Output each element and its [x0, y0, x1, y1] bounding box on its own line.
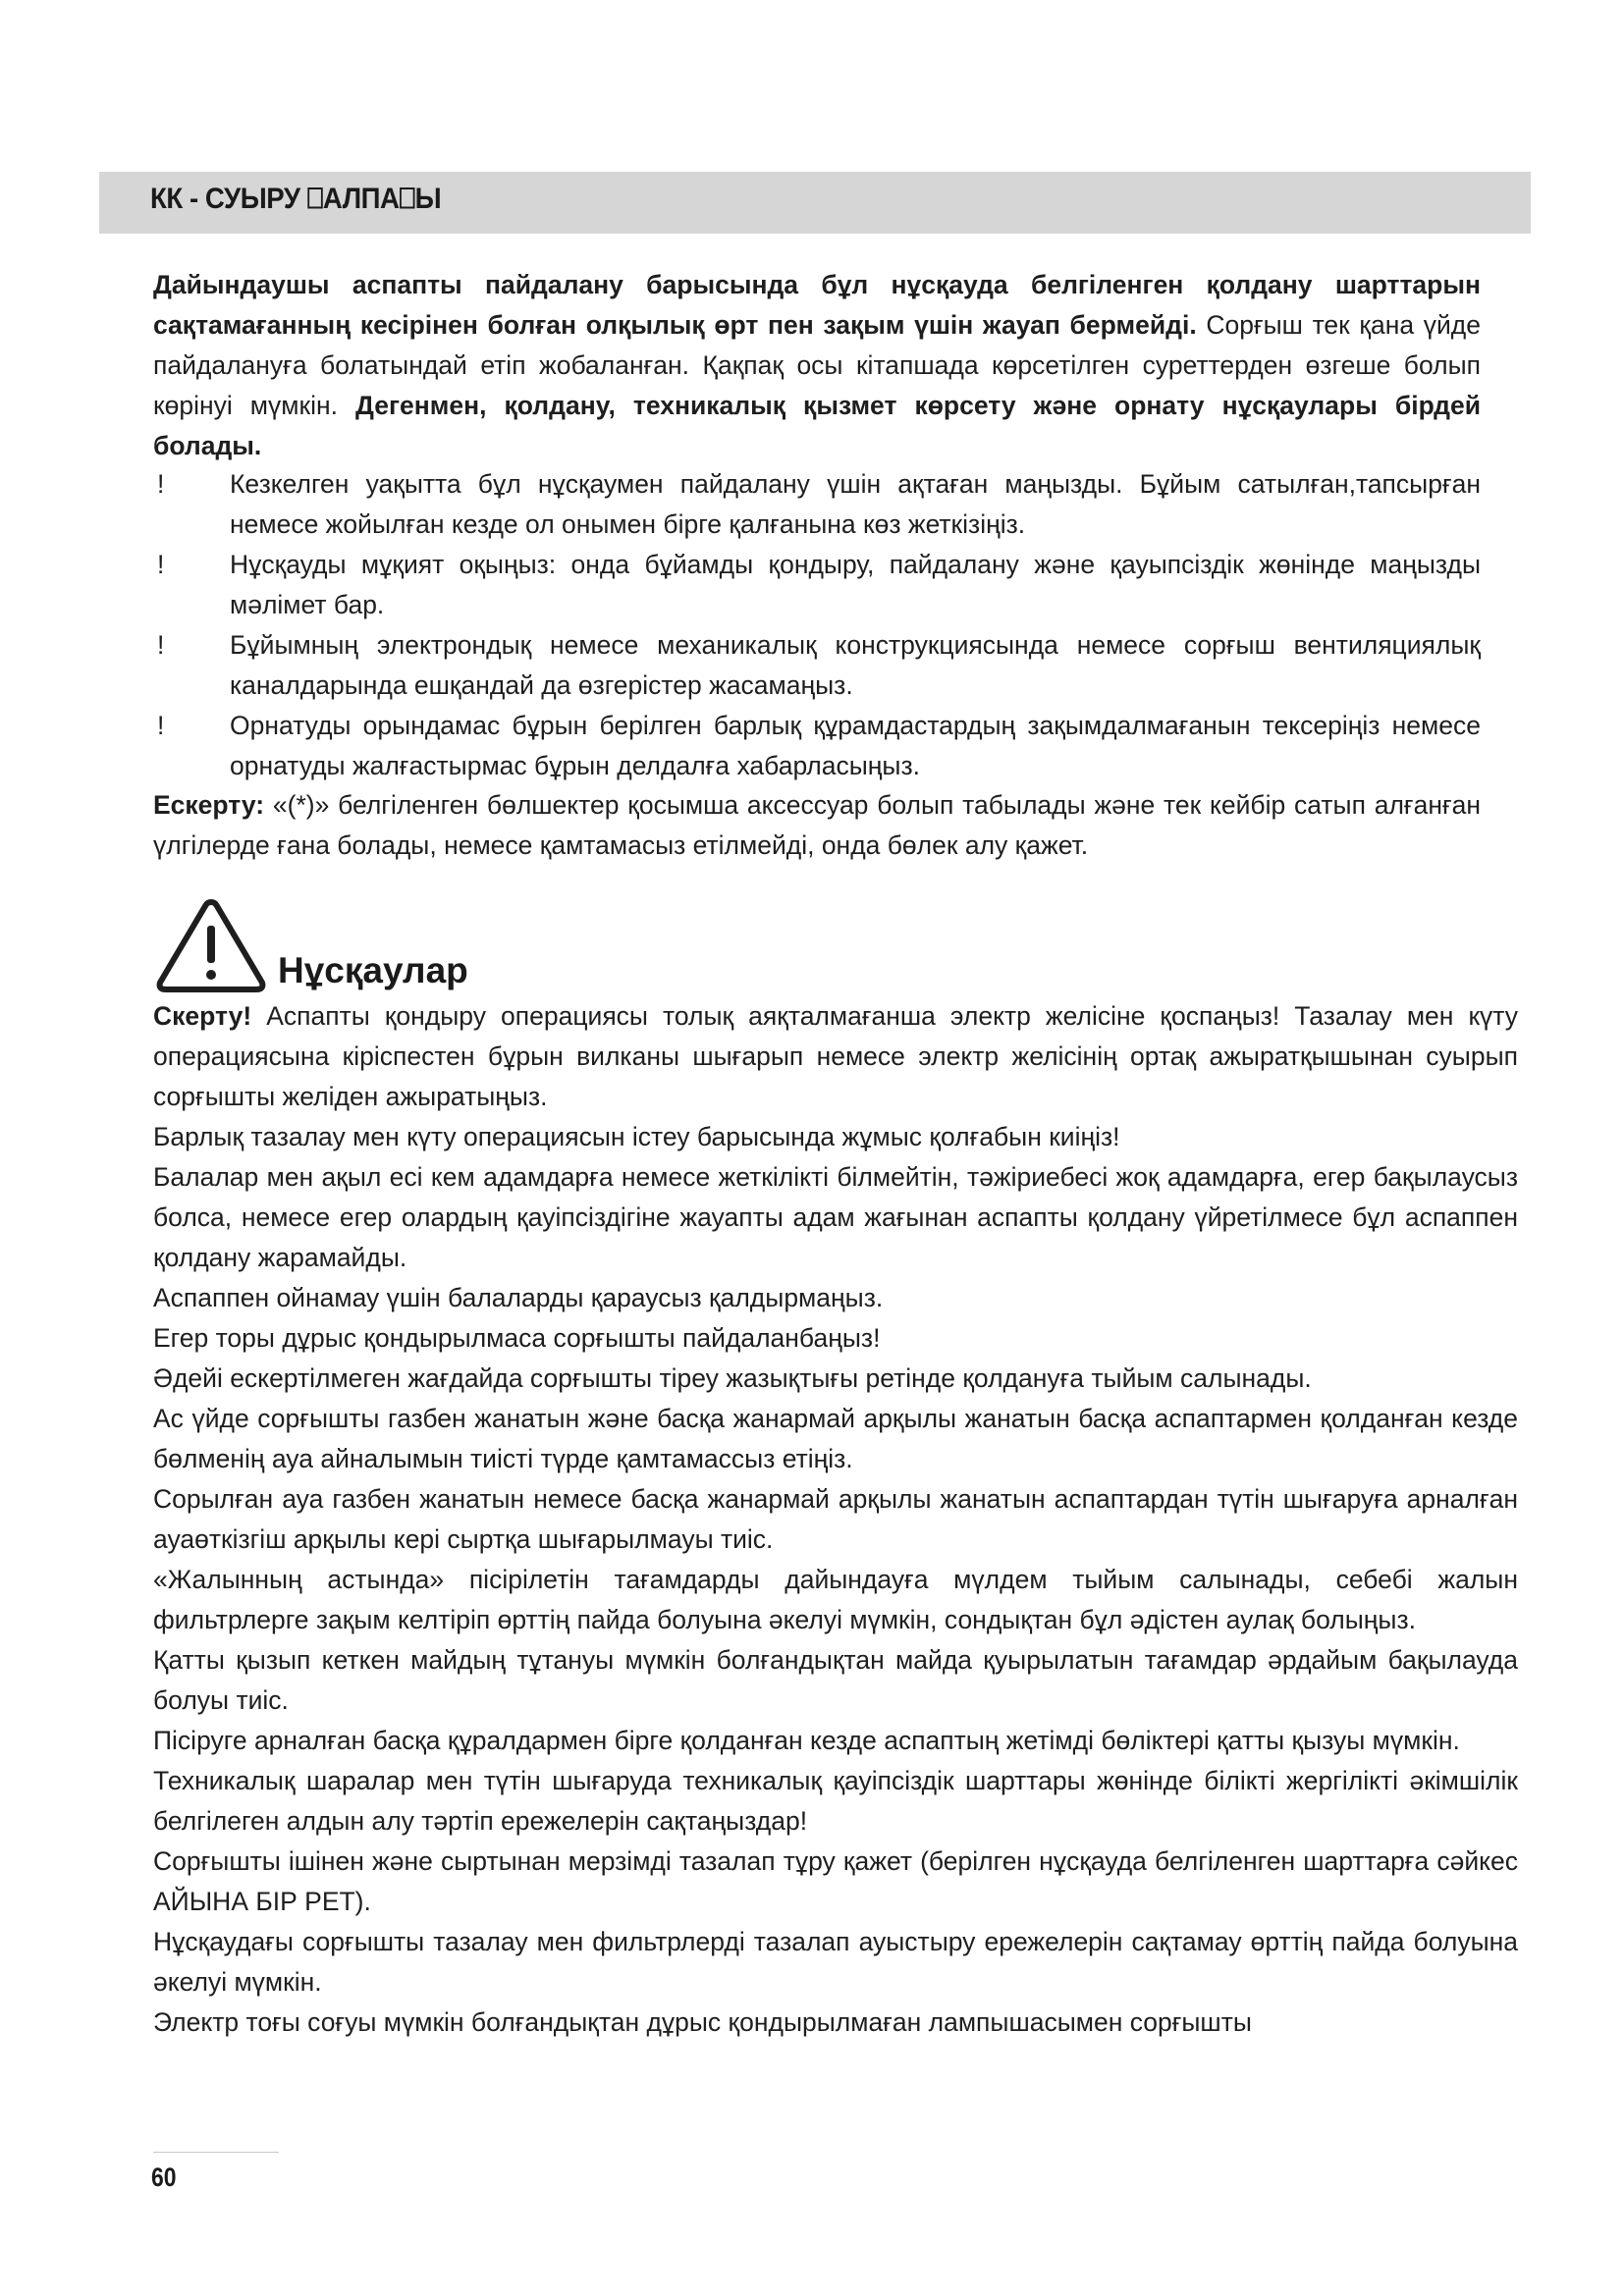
page-title: КК - СУЫРУ ⎕АЛПА⎕Ы [150, 183, 442, 215]
footer-divider [153, 2152, 279, 2153]
instruction-item: Техникалық шаралар мен түтін шығаруда техникалық қауіпсіздік шарттары жөнінде білікті жергілікті әкімшілік белгілеген алдын алу тәртіп ережелерін сақтаңыздар! [153, 1766, 1518, 1836]
section-heading: Нұсқаулар [278, 950, 468, 990]
intro-paragraph [153, 265, 1481, 466]
bullet-mark: ! [157, 711, 165, 740]
instruction-item: Пісіруге арналған басқа құралдармен бірге қолданған кезде аспаптың жетімді бөліктері қатты қызуы мүмкін. [153, 1726, 1460, 1755]
warning-text: Аспапты қондыру операциясы толық аяқталмағанша электр желісіне қоспаңыз! Тазалау мен күту операциясына кіріспестен бұрын вилканы шығарып немесе электр желісінің ортақ ажыратқышынан суырып сорғышты желіден ажыратыңыз. [153, 1001, 1518, 1111]
list-item [153, 464, 1481, 545]
bullet-text: Орнатуды орындамас бұрын берілген барлық құрамдастардың зақымдалмағанын тексеріңіз немесе орнатуды жалғастырмас бұрын делдалға хабарласыңыз. [230, 711, 1481, 780]
bullet-mark: ! [157, 469, 165, 499]
bullet-list [153, 464, 1481, 786]
page-number: 60 [151, 2163, 177, 2192]
instruction-item: Барлық тазалау мен күту операциясын істеу барысында жұмыс қолғабын киіңіз! [153, 1122, 1120, 1151]
warning-triangle-icon [154, 896, 268, 995]
instruction-first [153, 996, 1518, 1117]
instruction-item: Әдейі ескертілмеген жағдайда сорғышты тіреу жазықтығы ретінде қолдануға тыйым салынады. [153, 1363, 1312, 1393]
instruction-item: Электр тоғы соғуы мүмкін болғандықтан дұрыс қондырылмаған лампышасымен сорғышты [153, 2007, 1252, 2037]
instruction-item: Сорғышты ішінен және сыртынан мерзімді тазалап тұру қажет (берілген нұсқауда белгіленген шарттарға сәйкес АЙЫНА БІР РЕТ). [153, 1846, 1518, 1916]
warning-label: Скерту! [153, 1001, 252, 1031]
note-text: «(*)» белгіленген бөлшектер қосымша аксессуар болып табылады және тек кейбір сатып алғанған үлгілерде ғана болады, немесе қамтамасыз етілмейді, онда бөлек алу қажет. [153, 790, 1481, 860]
instruction-item: Ас үйде сорғышты газбен жанатын және басқа жанармай арқылы жанатын басқа аспаптармен қолданған кезде бөлменің ауа айналымын тиісті түрде қамтамассыз етіңіз. [153, 1404, 1518, 1473]
list-item [153, 545, 1481, 625]
note-label: Ескерту: [153, 790, 265, 820]
bullet-mark: ! [157, 550, 165, 579]
intro-normal-1: Сорғыш тек қана үйде пайдалануға болатындай етіп жобаланған. Қақпақ осы кітапшада көрсетілген суреттерден өзгеше болып көрінуі мүмкін. [153, 310, 1481, 420]
bullet-text: Кезкелген уақытта бұл нұсқаумен пайдалану үшін ақтаған маңызды. Бұйым сатылған,тапсырған немесе жойылған кезде ол онымен бірге қалғанына көз жеткізіңіз. [230, 469, 1481, 539]
instructions-block [153, 996, 1518, 2043]
instruction-item: Егер торы дұрыс қондырылмаса сорғышты пайдаланбаңыз! [153, 1323, 881, 1353]
intro-bold-1: Дайындаушы аспапты пайдалану барысында бұл нұсқауда белгіленген қолдану шарттарын сақтамағанның кесірінен болған олқылық өрт пен зақым үшін жауап бермейді. [153, 270, 1481, 340]
list-item [153, 625, 1481, 706]
bullet-mark: ! [157, 630, 165, 660]
instruction-item: Нұсқаудағы сорғышты тазалау мен фильтрлерді тазалап ауыстыру ережелерін сақтамау өрттің пайда болуына әкелуі мүмкін. [153, 1927, 1518, 1997]
instruction-item: Балалар мен ақыл есі кем адамдарға немесе жеткілікті білмейтін, тәжіриебесі жоқ адамдарға, егер бақылаусыз болса, немесе егер олардың қауіпсіздігіне жауапты адам жағынан аспапты қолдану үйретілмесе бұл аспаппен қолдану жарамайды. [153, 1162, 1518, 1272]
instruction-item: «Жалынның астында» пісірілетін тағамдарды дайындауға мүлдем тыйым салынады, себебі жалын фильтрлерге зақым келтіріп өрттің пайда болуына әкелуі мүмкін, сондықтан бұл әдістен аулақ болыңыз. [153, 1565, 1518, 1634]
bullet-text: Бұйымның электрондық немесе механикалық конструкциясында немесе сорғыш вентиляциялық каналдарында ешқандай да өзгерістер жасамаңыз. [230, 630, 1481, 700]
list-item [153, 706, 1481, 786]
instruction-item: Сорылған ауа газбен жанатын немесе басқа жанармай арқылы жанатын аспаптардан түтін шығаруға арналған ауаөткізгіш арқылы кері сыртқа шығарылмауы тиіс. [153, 1484, 1518, 1554]
instruction-item: Аспаппен ойнамау үшін балаларды қараусыз қалдырмаңыз. [153, 1283, 884, 1312]
bullet-text: Нұсқауды мұқият оқыңыз: онда бұйамды қондыру, пайдалану және қауыпсіздік жөнінде маңызды мәлімет бар. [230, 550, 1481, 619]
intro-bold-2: Дегенмен, қолдану, техникалық қызмет көрсету және орнату нұсқаулары бірдей болады. [153, 391, 1481, 460]
instruction-item: Қатты қызып кеткен майдың тұтануы мүмкін болғандықтан майда қуырылатын тағамдар әрдайым бақылауда болуы тиіс. [153, 1645, 1518, 1715]
note-paragraph [153, 785, 1481, 866]
